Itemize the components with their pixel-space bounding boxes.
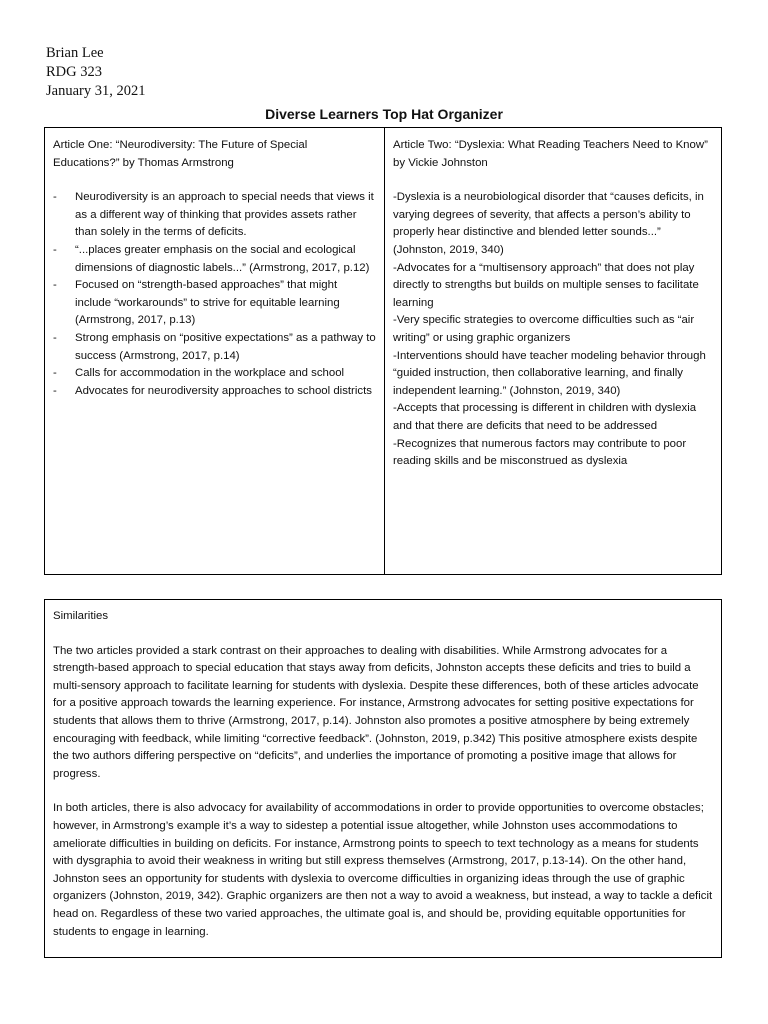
- article-two-column: [385, 128, 721, 574]
- document-title: Diverse Learners Top Hat Organizer: [265, 106, 503, 122]
- similarities-paragraph: In both articles, there is also advocacy for availability of accommodations in order to provide opportunities to overcome obstacles; however, in Armstrong’s example it’s a way to sidestep a potential issue altogether, while Johnston uses accommodations to ameliorate difficulties in building on deficits. For instance, Armstrong points to speech to text technology as a means for students with dysgraphia to avoid their weakness in writing but still express themselves (Armstrong, 2017, p.13-14). On the other hand, Johnston sees an opportunity for students with dyslexia to overcome difficulties in organizing ideas through the use of graphic organizers (Johnston, 2019, 342). Graphic organizers are then not a way to avoid a weakness, but instead, a way to tackle a deficit head on. Regardless of these two varied approaches, the ultimate goal is, and should be, providing equitable opportunities for students to engage in learning.: [53, 802, 713, 938]
- list-item: -Very specific strategies to overcome difficulties such as “air writing” or using graphic organizers: [393, 314, 695, 344]
- list-item: - “...places greater emphasis on the social and ecological dimensions of diagnostic labels...” (Armstrong, 2017, p.12): [53, 242, 376, 277]
- document-date: January 31, 2021: [46, 83, 146, 99]
- article-two-points: [393, 189, 713, 471]
- list-item: - Focused on “strength-based approaches” that might include “workarounds” to strive for equitable learning (Armstrong, 2017, p.13): [53, 277, 376, 330]
- similarities-heading: Similarities: [53, 610, 109, 622]
- article-one-column: [45, 128, 385, 574]
- list-item: -Interventions should have teacher modeling behavior through “guided instruction, then collaborative learning, and finally independent learning.” (Johnston, 2019, 340): [393, 349, 706, 397]
- article-one-points: [53, 189, 376, 400]
- list-item: -Advocates for a “multisensory approach” that does not play directly to strengths but builds on multiple senses to facilitate learning: [393, 261, 699, 309]
- similarities-paragraph: The two articles provided a stark contrast on their approaches to dealing with disabilities. While Armstrong advocates for a strength-based approach to special education that stays away from deficits, Johnston accepts these deficits and tries to build a multi-sensory approach to facilitate learning for students with dyslexia. Despite these differences, both of these articles advocate for a positive approach towards the learning experience. For instance, Armstrong advocates for setting positive expectations for students that allows them to thrive (Armstrong, 2017, p.14). Johnston also promotes a positive atmosphere by being extremely encouraging with feedback, while limiting “corrective feedback”. (Johnston, 2019, p.342) This positive atmosphere exists despite the two authors differing perspective on “deficits”, and underlies the importance of promoting a positive image that allows for progress.: [53, 644, 699, 780]
- list-item: - Advocates for neurodiversity approaches to school districts: [53, 383, 376, 401]
- course-code: RDG 323: [46, 64, 102, 80]
- article-one-heading: Article One: “Neurodiversity: The Future of Special Educations?” by Thomas Armstrong: [53, 139, 308, 169]
- document-header: [46, 44, 145, 101]
- list-item: -Dyslexia is a neurobiological disorder that “causes deficits, in varying degrees of severity, that affects a person’s ability to properly hear distinctive and blended letter sounds...” (Johnston, 2019, 340): [393, 191, 704, 256]
- author-name: Brian Lee: [46, 45, 104, 61]
- list-item: - Strong emphasis on “positive expectations” as a pathway to success (Armstrong, 2017, p.14): [53, 330, 376, 365]
- list-item: - Neurodiversity is an approach to special needs that views it as a different way of thinking that provides assets rather than solely in the terms of deficits.: [53, 189, 376, 242]
- list-item: -Recognizes that numerous factors may contribute to poor reading skills and be misconstrued as dyslexia: [393, 437, 687, 468]
- list-item: - Calls for accommodation in the workplace and school: [53, 365, 376, 383]
- article-two-heading: Article Two: “Dyslexia: What Reading Teachers Need to Know” by Vickie Johnston: [393, 139, 708, 169]
- list-item: -Accepts that processing is different in children with dyslexia and that there are deficits that need to be addressed: [393, 402, 697, 432]
- organizer-table: [44, 127, 722, 575]
- similarities-box: [44, 599, 722, 958]
